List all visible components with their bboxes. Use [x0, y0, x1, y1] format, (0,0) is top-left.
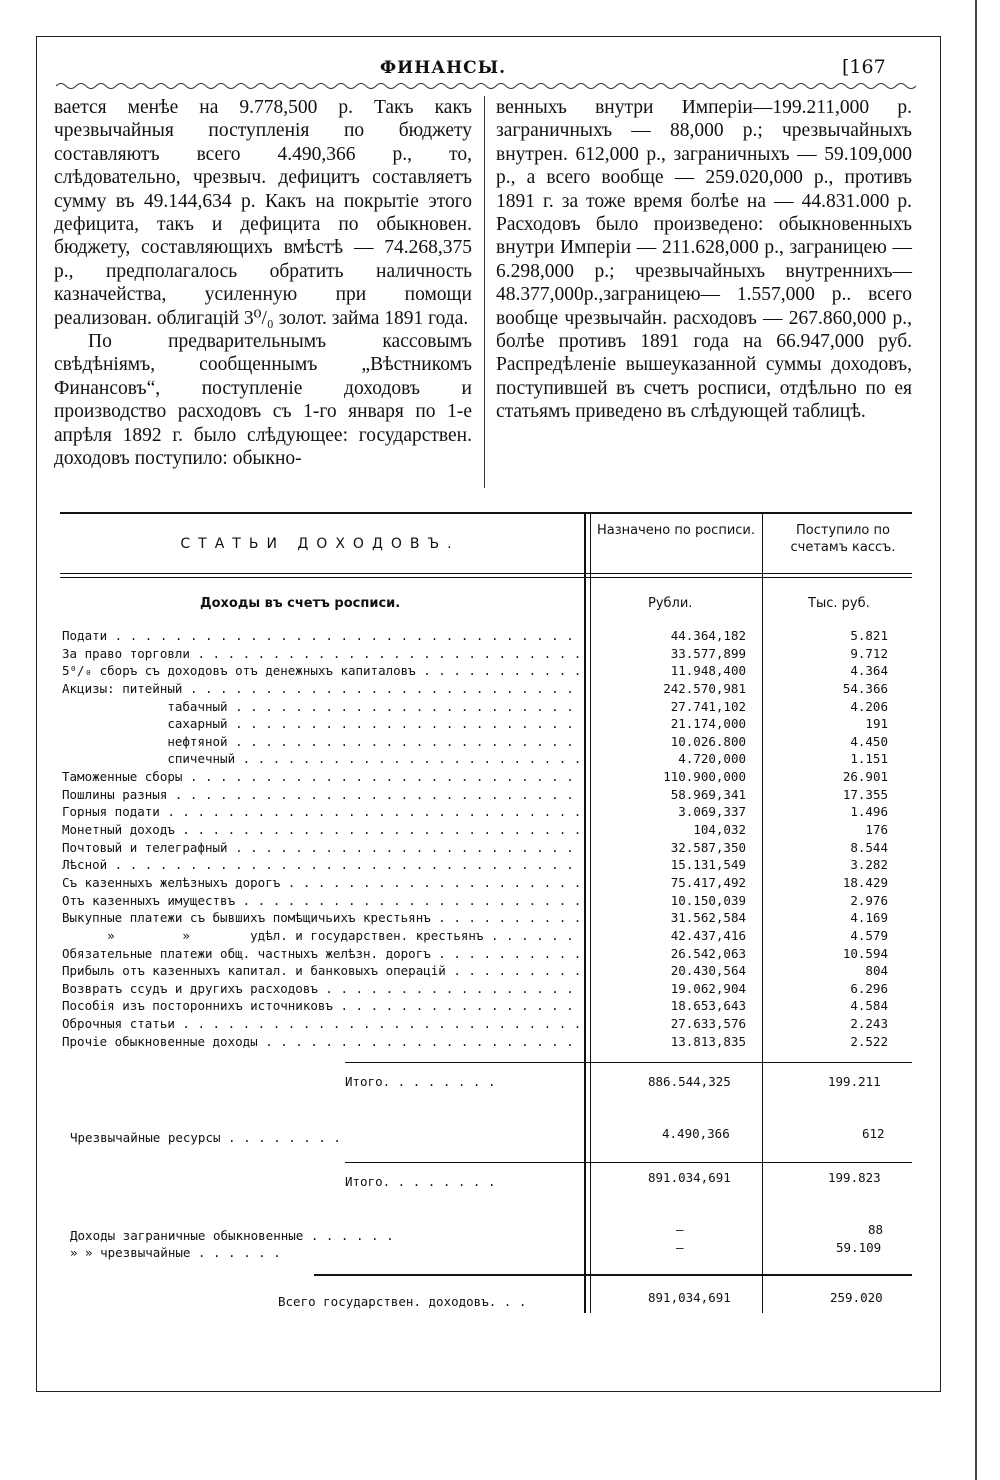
row-label: Прочіе обыкновенные доходы . . .	[62, 1034, 582, 1049]
extra-v2: 612	[862, 1126, 885, 1141]
row-value-assigned: 11.948,400	[670, 663, 746, 679]
row-label: сахарный . . .	[62, 716, 582, 731]
row-value-assigned: 242.570,981	[663, 680, 746, 696]
row-value-assigned: 42.437,416	[670, 927, 746, 943]
row-label: Таможенные сборы . . .	[62, 769, 582, 784]
foreign1-label: Доходы заграничные обыкновенные . . . . . .	[70, 1228, 394, 1243]
paragraph: По предварительнымъ кассовымъ свѣдѣніямъ, сообщеннымъ „Вѣстникомъ Финансовъ“, поступленіе доходовъ и производство расходовъ съ 1-го января по 1-е апрѣля 1892 г. было слѣдующее: государствен. доходовъ поступило: обыкно-	[54, 331, 472, 470]
itogo2-v1: 891.034,691	[648, 1170, 731, 1185]
row-label: табачный . . .	[62, 699, 582, 714]
row-value-received: 6.296	[850, 980, 888, 996]
table-row	[62, 1016, 912, 1034]
row-label: спичечный . . .	[62, 751, 582, 766]
table-row	[62, 1034, 912, 1052]
table-row	[62, 963, 912, 981]
row-label: Горныя подати . . .	[62, 804, 582, 819]
paragraph: венныхъ внутри Имперіи—199.211,000 р. заграничныхъ — 88,000 р.; чрезвычайныхъ внутрен. 612,000 р., заграничныхъ — 59.109,000 р., а всего вообще — 259.020,000 р., противъ 1891 г. за тоже время болѣе на — 44.831.000 р. Расходовъ было произведено: обыкновенныхъ внутри Имперіи — 211.628,000 р., заграницею — 6.298,000 р.; чрезвычайныхъ внутреннихъ—48.377,000р.,заграницею— 1.557,000 р.. всего вообще чрезвычайн. расходовъ — 267.860,000 р., болѣе противъ 1891 года на 66.947,000 руб. Распредѣленіе вышеуказанной суммы доходовъ, поступившей въ счетъ росписи, отдѣльно по ея статьямъ приведено въ слѣдующей таблицѣ.	[496, 97, 912, 423]
row-value-assigned: 20.430,564	[670, 963, 746, 979]
row-value-received: 17.355	[842, 786, 888, 802]
foreign1-v2: 88	[868, 1222, 884, 1237]
row-value-received: 8.544	[850, 839, 888, 855]
page-number: [167	[842, 56, 886, 78]
table-row	[62, 628, 912, 646]
unit-col2: Тыс. руб.	[808, 596, 870, 611]
row-value-received: 18.429	[842, 874, 888, 890]
row-label: Подати . . .	[62, 628, 582, 643]
foreign2-label: » » чрезвычайные . . . . . .	[70, 1245, 281, 1260]
row-value-received: 54.366	[842, 680, 888, 696]
table-main-header: СТАТЬИ ДОХОДОВЪ.	[180, 536, 460, 552]
total-v2: 259.020	[830, 1290, 883, 1305]
row-value-received: 4.169	[850, 910, 888, 926]
text-column-right	[496, 96, 912, 424]
table-row	[62, 840, 912, 858]
row-value-assigned: 44.364,182	[670, 628, 746, 643]
foreign2-v2: 59.109	[836, 1240, 882, 1255]
table-row	[62, 857, 912, 875]
table-col2-header: Поступило по счетамъ кассъ.	[790, 523, 896, 555]
section-title: Доходы въ счетъ росписи.	[200, 596, 401, 611]
text-column-left	[54, 96, 472, 471]
foreign2-v1: —	[676, 1240, 684, 1255]
row-value-received: 4.206	[850, 698, 888, 714]
row-value-assigned: 21.174,000	[670, 716, 746, 732]
row-label: Оброчныя статьи . . .	[62, 1016, 582, 1031]
wavy-divider	[56, 80, 916, 92]
page-edge-line	[975, 0, 977, 1480]
row-value-received: 1.151	[850, 751, 888, 767]
extra-v1: 4.490,366	[662, 1126, 730, 1141]
row-label: Съ казенныхъ желѣзныхъ дорогъ . . .	[62, 875, 582, 890]
table-row	[62, 946, 912, 964]
row-value-received: 5.821	[850, 628, 888, 643]
table-row	[62, 928, 912, 946]
total-rule	[314, 1274, 912, 1276]
row-value-assigned: 110.900,000	[663, 769, 746, 785]
sum-rule	[345, 1062, 912, 1063]
table-row	[62, 893, 912, 911]
row-value-assigned: 19.062,904	[670, 980, 746, 996]
row-label: Прибыль отъ казенныхъ капитал. и банковыхъ операцій . . .	[62, 963, 582, 978]
row-value-received: 4.584	[850, 998, 888, 1014]
extra-label: Чрезвычайные ресурсы . . . . . . . .	[70, 1130, 341, 1145]
table-row	[62, 663, 912, 681]
table-row	[62, 787, 912, 805]
row-label: Лѣсной . . .	[62, 857, 582, 872]
row-label: » » удѣл. и государствен. крестьянъ . . .	[62, 928, 582, 943]
page-title: ФИНАНСЫ.	[380, 58, 507, 78]
row-label: Обязательные платежи общ. частныхъ желѣзн. дорогъ . . .	[62, 946, 582, 961]
table-top-rule	[60, 512, 912, 514]
row-value-received: 176	[865, 822, 888, 838]
table-row	[62, 716, 912, 734]
row-label: нефтяной . . .	[62, 734, 582, 749]
row-value-assigned: 104,032	[693, 822, 746, 838]
row-value-received: 4.364	[850, 663, 888, 679]
row-label: Пошлины разныя . . .	[62, 787, 582, 802]
row-value-assigned: 27.633,576	[670, 1016, 746, 1032]
table-row	[62, 910, 912, 928]
table-header-rule	[60, 577, 912, 578]
row-value-assigned: 18.653,643	[670, 998, 746, 1014]
row-value-assigned: 15.131,549	[670, 857, 746, 873]
table-row	[62, 699, 912, 717]
row-value-assigned: 13.813,835	[670, 1033, 746, 1049]
row-value-assigned: 31.562,584	[670, 910, 746, 926]
table-row	[62, 751, 912, 769]
row-value-received: 10.594	[842, 945, 888, 961]
row-label: Почтовый и телеграфный . . .	[62, 840, 582, 855]
paragraph: вается менѣе на 9.778,500 р. Такъ какъ чрезвычайныя поступленія по бюджету составляютъ всего 4.490,366 р., то, слѣдовательно, чрезвыч. дефицитъ составляетъ сумму въ 49.144,634 р. Какъ на покрытіе этого дефицита, такъ и дефицита по обыкновен. бюджету, составляющихъ вмѣстѣ — 74.268,375 р., предполагалось обратить наличность казначейства, усиленную при помощи реализован. облигацій 3⁰/₀ золот. займа 1891 года.	[54, 97, 472, 329]
row-value-assigned: 58.969,341	[670, 786, 746, 802]
row-label: Монетный доходъ . . .	[62, 822, 582, 837]
row-value-assigned: 27.741,102	[670, 698, 746, 714]
table-row	[62, 646, 912, 664]
row-label: За право торговли . . .	[62, 646, 582, 661]
unit-col1: Рубли.	[648, 596, 693, 611]
row-value-received: 3.282	[850, 857, 888, 873]
row-label: Отъ казенныхъ имуществъ . . .	[62, 893, 582, 908]
row-value-assigned: 32.587,350	[670, 839, 746, 855]
row-value-received: 191	[865, 716, 888, 732]
table-col1-header: Назначено по росписи.	[597, 523, 755, 538]
row-value-received: 2.243	[850, 1016, 888, 1032]
table-row	[62, 875, 912, 893]
total-v1: 891,034,691	[648, 1290, 731, 1305]
sum-rule	[345, 1162, 912, 1163]
row-label: Выкупные платежи съ бывшихъ помѣщичьихъ крестьянъ . . .	[62, 910, 582, 925]
itogo1-v1: 886.544,325	[648, 1074, 731, 1089]
itogo2-v2: 199.823	[828, 1170, 881, 1185]
row-value-received: 2.522	[850, 1033, 888, 1049]
row-value-received: 2.976	[850, 892, 888, 908]
row-value-assigned: 33.577,899	[670, 645, 746, 661]
column-divider	[484, 96, 485, 488]
row-value-assigned: 10.150,039	[670, 892, 746, 908]
row-value-assigned: 26.542,063	[670, 945, 746, 961]
table-row	[62, 734, 912, 752]
table-row	[62, 981, 912, 999]
row-value-received: 804	[865, 963, 888, 979]
row-value-assigned: 10.026.800	[670, 733, 746, 749]
row-label: Пособія изъ постороннихъ источниковъ . . .	[62, 998, 582, 1013]
table-row	[62, 769, 912, 787]
row-value-received: 4.579	[850, 927, 888, 943]
row-label: Акцизы: питейный . . .	[62, 681, 582, 696]
table-row	[62, 822, 912, 840]
itogo1-v2: 199.211	[828, 1074, 881, 1089]
row-value-assigned: 4.720,000	[678, 751, 746, 767]
table-row	[62, 998, 912, 1016]
row-label: 5⁰/₀ сборъ съ доходовъ отъ денежныхъ капиталовъ . . .	[62, 663, 582, 678]
row-value-received: 1.496	[850, 804, 888, 820]
row-value-received: 4.450	[850, 733, 888, 749]
row-label: Возвратъ ссудъ и другихъ расходовъ . . .	[62, 981, 582, 996]
itogo1-label: Итого. . . . . . . .	[345, 1074, 496, 1089]
row-value-received: 26.901	[842, 769, 888, 785]
foreign1-v1: —	[676, 1222, 684, 1237]
table-header-rule	[60, 573, 912, 574]
row-value-assigned: 75.417,492	[670, 874, 746, 890]
table-body	[62, 628, 912, 1051]
itogo2-label: Итого. . . . . . . .	[345, 1174, 496, 1189]
table-row	[62, 804, 912, 822]
table-row	[62, 681, 912, 699]
total-label: Всего государствен. доходовъ. . .	[278, 1294, 527, 1309]
row-value-received: 9.712	[850, 645, 888, 661]
row-value-assigned: 3.069,337	[678, 804, 746, 820]
